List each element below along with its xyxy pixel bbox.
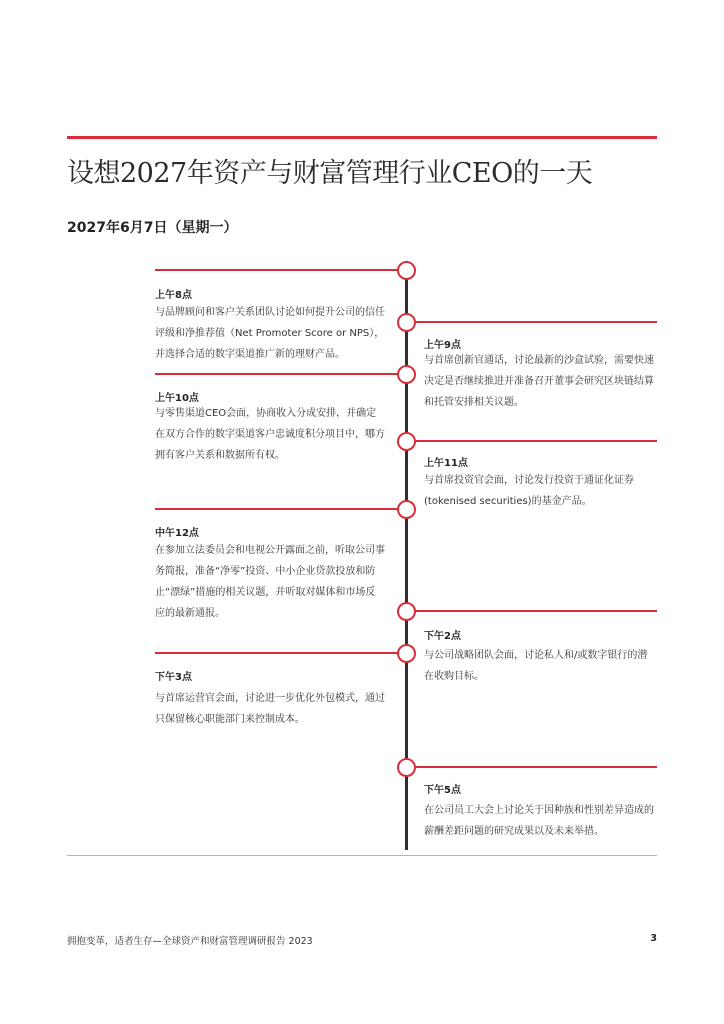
event-time: 中午12点 bbox=[155, 528, 199, 539]
timeline-node bbox=[397, 644, 416, 663]
event-divider bbox=[415, 440, 657, 442]
date-heading: 2027年6月7日（星期一） bbox=[67, 220, 238, 236]
timeline-node bbox=[397, 758, 416, 777]
event-text: 与零售渠道CEO会面，协商收入分成安排，并确定在双方合作的数字渠道客户忠诚度积分项目中，哪方拥有客户关系和数据所有权。 bbox=[155, 408, 385, 461]
page-title: 设想2027年资产与财富管理行业CEO的一天 bbox=[67, 158, 593, 189]
event-time: 下午5点 bbox=[424, 785, 461, 796]
event-divider bbox=[155, 652, 399, 654]
event-text: 与公司战略团队会面，讨论私人和/或数字银行的潜在收购目标。 bbox=[424, 650, 648, 682]
event-time: 下午3点 bbox=[155, 672, 192, 683]
event-divider bbox=[155, 508, 399, 510]
timeline-node bbox=[397, 432, 416, 451]
event-time: 上午8点 bbox=[155, 290, 192, 301]
event-time: 上午9点 bbox=[424, 340, 461, 351]
event-time: 下午2点 bbox=[424, 631, 461, 642]
event-divider bbox=[155, 269, 399, 271]
event-time: 上午11点 bbox=[424, 458, 468, 469]
event-text: 与品牌顾问和客户关系团队讨论如何提升公司的信任评级和净推荐值（Net Promoter Score or NPS），并选择合适的数字渠道推广新的理财产品。 bbox=[155, 307, 385, 360]
timeline-node bbox=[397, 500, 416, 519]
timeline-node bbox=[397, 602, 416, 621]
footer-text: 拥抱变革，适者生存—全球资产和财富管理调研报告 2023 bbox=[67, 936, 313, 947]
event-text: 在参加立法委员会和电视公开露面之前，听取公司事务简报，准备“净零”投资、中小企业贷款投放和防止“漂绿”措施的相关议题，并听取对媒体和市场反应的最新通报。 bbox=[155, 545, 385, 619]
event-text: 与首席运营官会面，讨论进一步优化外包模式，通过只保留核心职能部门来控制成本。 bbox=[155, 693, 385, 725]
top-rule bbox=[67, 136, 657, 139]
event-text: 与首席创新官通话，讨论最新的沙盒试验，需要快速决定是否继续推进并准备召开董事会研究区块链结算和托管安排相关议题。 bbox=[424, 355, 654, 408]
bottom-rule bbox=[67, 855, 657, 856]
page-number: 3 bbox=[650, 933, 657, 944]
event-divider bbox=[415, 321, 657, 323]
event-time: 上午10点 bbox=[155, 393, 199, 404]
event-divider bbox=[155, 373, 399, 375]
event-divider bbox=[415, 766, 657, 768]
timeline-node bbox=[397, 261, 416, 280]
event-text: 与首席投资官会面，讨论发行投资于通证化证券(tokenised securities)的基金产品。 bbox=[424, 475, 634, 507]
event-text: 在公司员工大会上讨论关于因种族和性别差异造成的薪酬差距问题的研究成果以及未来举措。 bbox=[424, 805, 654, 837]
timeline-node bbox=[397, 313, 416, 332]
timeline-node bbox=[397, 365, 416, 384]
event-divider bbox=[415, 610, 657, 612]
